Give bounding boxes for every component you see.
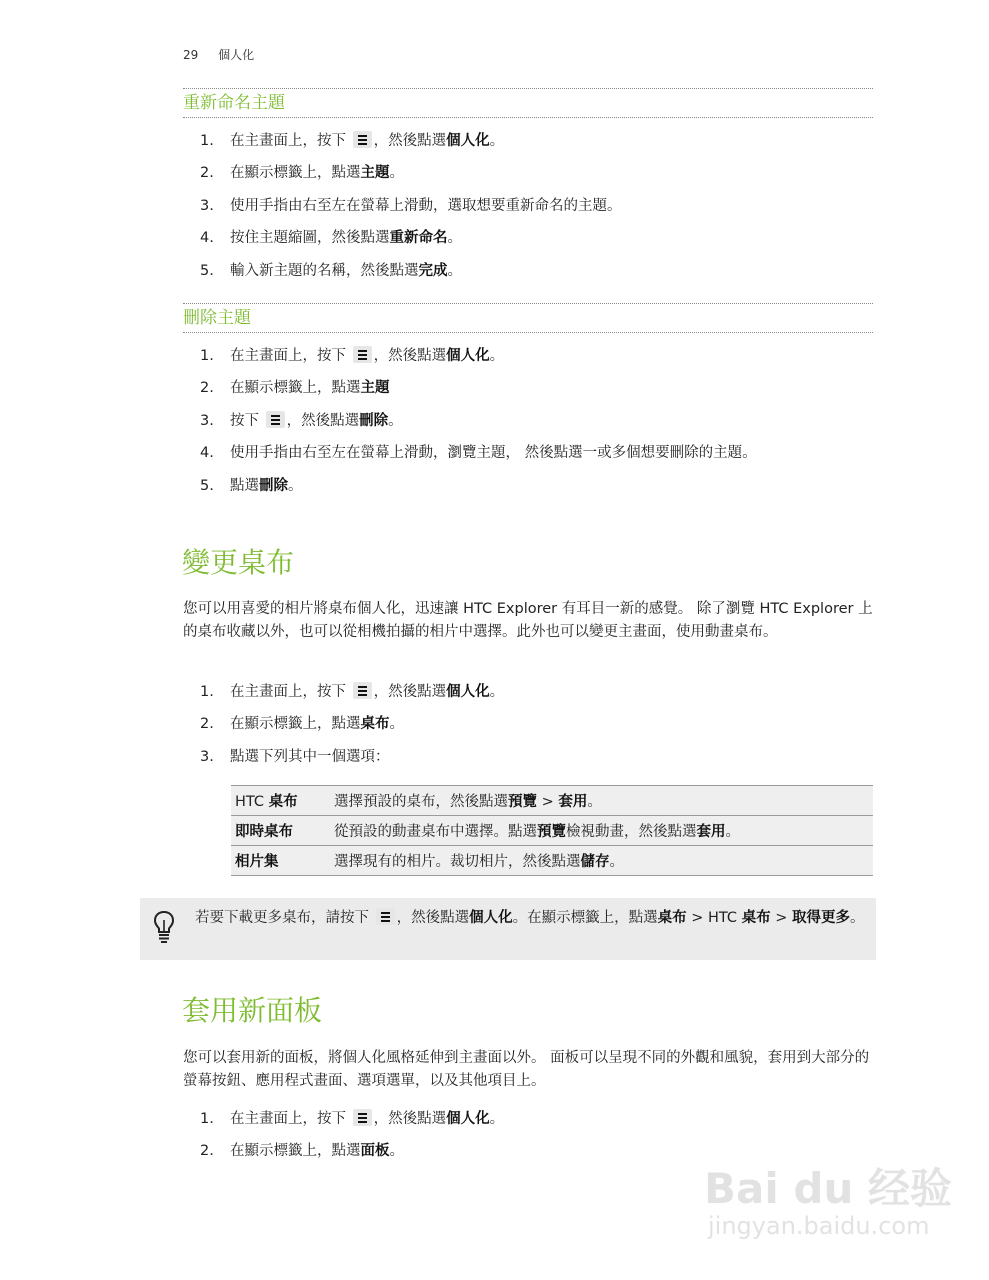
menu-hamburger-icon (376, 908, 395, 925)
table-row (231, 816, 873, 846)
list-item: 4. 使用手指由右至左在螢幕上滑動，瀏覽主題， 然後點選一或多個想要刪除的主題。 (200, 445, 757, 462)
rename-theme-steps (200, 125, 880, 287)
list-item: 3. 按下 ，然後點選刪除。 (200, 412, 403, 429)
list-item: 5. 點選刪除。 (200, 477, 303, 494)
delete-theme-steps (200, 340, 880, 502)
watermark-url: jingyan.baidu.com (708, 1212, 930, 1240)
option-description: 選擇現有的相片。裁切相片，然後點選儲存。 (330, 846, 873, 876)
list-item: 2. 在顯示標籤上，點選主題 (200, 380, 390, 397)
change-wallpaper-intro: 您可以用喜愛的相片將桌布個人化，迅速讓 HTC Explorer 有耳目一新的感覺。 除了瀏覽 HTC Explorer 上的桌布收藏以外，也可以從相機拍攝的相片中選擇。此外也可以變更主畫面，使用動畫桌布。 (183, 601, 873, 640)
list-item: 1. 在主畫面上，按下 ，然後點選個人化。 (200, 684, 505, 700)
menu-hamburger-icon (266, 411, 285, 428)
table-row (231, 846, 873, 876)
menu-hamburger-icon (353, 1109, 372, 1126)
list-item: 3. 點選下列其中一個選項： (200, 748, 390, 765)
tip-text: 若要下載更多桌布，請按下 ，然後點選個人化。在顯示標籤上，點選桌布 > HTC 桌布 > 取得更多。 (195, 910, 865, 926)
page-number: 29 (183, 48, 199, 62)
baidu-watermark (700, 1140, 952, 1250)
change-wallpaper-steps (200, 676, 880, 773)
list-item: 2. 在顯示標籤上，點選桌布。 (200, 716, 404, 733)
apply-skin-intro: 您可以套用新的面板，將個人化風格延伸到主畫面以外。 面板可以呈現不同的外觀和風貌，套用到大部分的螢幕按鈕、應用程式畫面、選項選單，以及其他項目上。 (183, 1050, 870, 1089)
tip-box (140, 898, 876, 960)
chapter-title: 個人化 (218, 48, 255, 62)
option-name: HTC 桌布 (231, 786, 330, 816)
option-name: 相片集 (231, 846, 330, 876)
list-item: 1. 在主畫面上，按下 ，然後點選個人化。 (200, 348, 505, 364)
menu-hamburger-icon (353, 682, 372, 699)
apply-skin-title: 套用新面板 (182, 994, 323, 1027)
delete-theme-heading: 刪除主題 (183, 303, 873, 333)
menu-hamburger-icon (353, 346, 372, 363)
list-item: 1. 在主畫面上，按下 ，然後點選個人化。 (200, 1111, 505, 1127)
list-item: 4. 按住主題縮圖，然後點選重新命名。 (200, 230, 462, 247)
table-row (231, 786, 873, 816)
page-header (183, 46, 254, 63)
list-item: 3. 使用手指由右至左在螢幕上滑動，選取想要重新命名的主題。 (200, 197, 622, 214)
option-name: 即時桌布 (231, 816, 330, 846)
wallpaper-options-table (231, 785, 873, 876)
list-item: 5. 輸入新主題的名稱，然後點選完成。 (200, 262, 462, 279)
lightbulb-icon (154, 910, 174, 944)
option-description: 從預設的動畫桌布中選擇。點選預覽檢視動畫，然後點選套用。 (330, 816, 873, 846)
rename-theme-heading: 重新命名主題 (183, 88, 873, 118)
menu-hamburger-icon (353, 131, 372, 148)
list-item: 2. 在顯示標籤上，點選主題。 (200, 165, 404, 182)
list-item: 2. 在顯示標籤上，點選面板。 (200, 1143, 404, 1160)
list-item: 1. 在主畫面上，按下 ，然後點選個人化。 (200, 133, 505, 149)
option-description: 選擇預設的桌布，然後點選預覽 > 套用。 (330, 786, 873, 816)
change-wallpaper-title: 變更桌布 (182, 546, 295, 579)
watermark-brand: Bai du 经验 (704, 1164, 952, 1213)
